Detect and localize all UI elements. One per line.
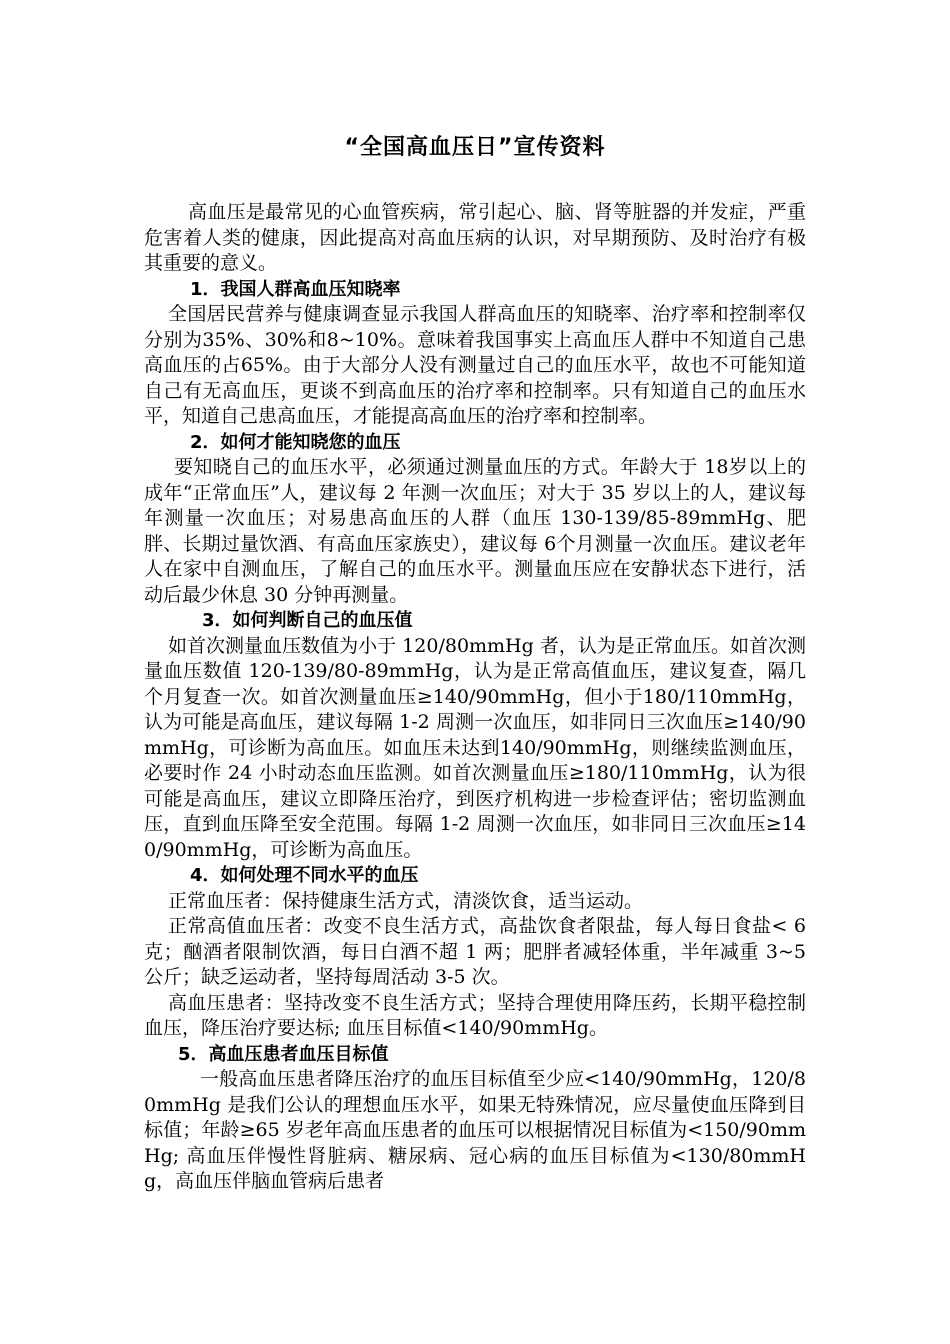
intro-paragraph: 高血压是最常见的心血管疾病，常引起心、脑、肾等脏器的并发症，严重危害着人类的健康，因此提高对高血压病的认识，对早期预防、及时治疗有极其重要的意义。 [144,201,806,274]
section-4-paragraph-normal: 正常血压者：保持健康生活方式，清淡饮食，适当运动。 [168,889,644,912]
section-5-heading: 5．高血压患者血压目标值 [178,1043,389,1065]
section-1-paragraph: 全国居民营养与健康调查显示我国人群高血压的知晓率、治疗率和控制率仅分别为35%、30%和8~10%。意味着我国事实上高血压人群中不知道自己患高血压的占65%。由于大部分人没有测量过自己的血压水平，故也不可能知道自己有无高血压，更谈不到高血压的治疗率和控制率。只有知道自己的血压水平，知道自己患高血压，才能提高高血压的治疗率和控制率。 [144,303,806,427]
section-3-paragraph: 如首次测量血压数值为小于 120/80mmHg 者，认为是正常血压。如首次测量血压数值 120-139/80-89mmHg，认为是正常高值血压，建议复查，隔几个月复查一次。如首次测量血压≥140/90mmHg，但小于180/110mmHg，认为可能是高血压，建议每隔 1-2 周测一次血压，如非同日三次血压≥140/90mmHg，可诊断为高血压。如血压未达到140/90mmHg，则继续监测血压，必要时作 24 小时动态血压监测。如首次测量血压≥180/110mmHg，认为很可能是高血压，建议立即降压治疗，到医疗机构进一步检查评估；密切监测血压，直到血压降至安全范围。每隔 1-2 周测一次血压，如非同日三次血压≥140/90mmHg，可诊断为高血压。 [144,634,806,861]
document-body [144,132,806,1195]
section-3-heading: 3．如何判断自己的血压值 [202,610,413,631]
section-2-heading: 2．如何才能知晓您的血压 [190,431,401,453]
document-title: “全国高血压日”宣传资料 [344,135,606,160]
section-4-paragraph-hypertension: 高血压患者：坚持改变不良生活方式；坚持合理使用降压药，长期平稳控制血压，降压治疗要达标; 血压目标值<140/90mmHg。 [144,991,806,1039]
section-1-heading: 1．我国人群高血压知晓率 [190,278,401,300]
section-4-heading: 4．如何处理不同水平的血压 [190,865,419,886]
section-5-paragraph: 一般高血压患者降压治疗的血压目标值至少应<140/90mmHg，120/80mmHg 是我们公认的理想血压水平，如果无特殊情况，应尽量使血压降到目标值；年龄≥65 岁老年高血压患者的血压可以根据情况目标值为<150/90mmHg; 高血压伴慢性肾脏病、糖尿病、冠心病的血压目标值为<130/80mmHg，高血压伴脑血管病后患者 [144,1068,806,1192]
section-4-paragraph-high-normal: 正常高值血压者：改变不良生活方式，高盐饮食者限盐，每人每日食盐< 6 克；酗酒者限制饮酒，每日白酒不超 1 两；肥胖者减轻体重，半年减重 3~5 公斤；缺乏运动者，坚持每周活动 3-5 次。 [144,915,806,988]
section-2-paragraph: 要知晓自己的血压水平，必须通过测量血压的方式。年龄大于 18岁以上的成年“正常血压”人，建议每 2 年测一次血压；对大于 35 岁以上的人，建议每年测量一次血压；对易患高血压的人群（血压 130-139/85-89mmHg、肥胖、长期过量饮酒、有高血压家族史），建议每 6个月测量一次血压。建议老年人在家中自测血压，了解自己的血压水平。测量血压应在安静状态下进行，活动后最少休息 30 分钟再测量。 [144,456,806,606]
